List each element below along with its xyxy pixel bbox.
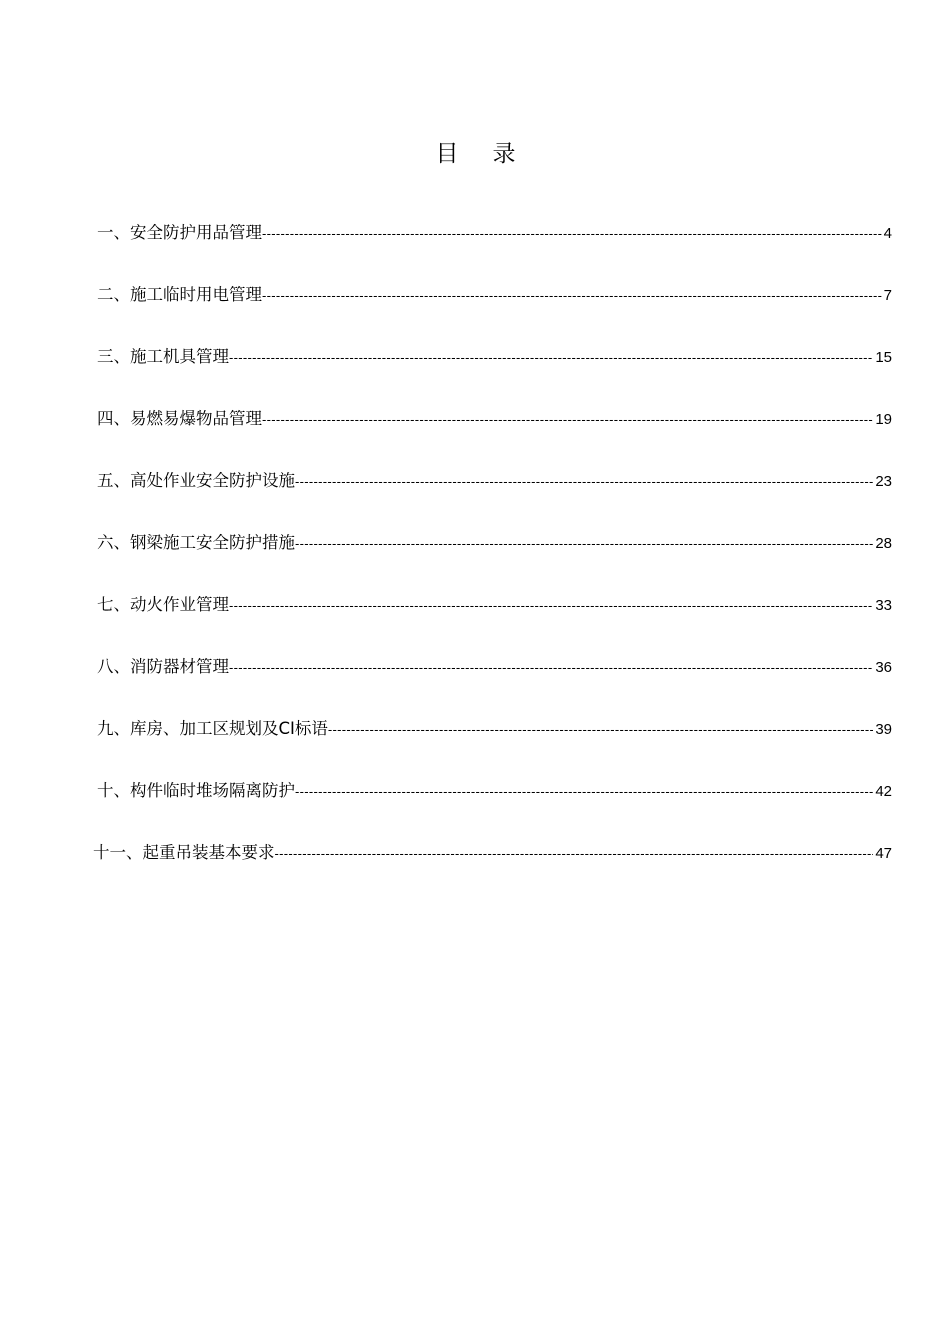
toc-dot-leader <box>275 839 874 869</box>
toc-entry-page: 4 <box>883 225 892 242</box>
toc-entry-label: 二、施工临时用电管理 <box>97 285 262 304</box>
toc-entry-page: 36 <box>875 659 892 676</box>
toc-entry-page: 47 <box>875 845 892 862</box>
toc-entry[interactable] <box>93 342 892 404</box>
toc-entry[interactable] <box>93 776 892 838</box>
toc-entry-page: 19 <box>875 411 892 428</box>
toc-entry[interactable] <box>93 652 892 714</box>
toc-list <box>93 218 892 900</box>
toc-entry-page: 33 <box>875 597 892 614</box>
toc-dot-leader <box>229 653 873 683</box>
toc-entry-page: 15 <box>875 349 892 366</box>
toc-entry-page: 7 <box>883 287 892 304</box>
toc-entry[interactable] <box>93 528 892 590</box>
toc-entry-page: 42 <box>875 783 892 800</box>
toc-entry-label: 六、钢梁施工安全防护措施 <box>97 533 295 552</box>
toc-entry-page: 39 <box>875 721 892 738</box>
toc-entry-label: 四、易燃易爆物品管理 <box>97 409 262 428</box>
toc-dot-leader <box>295 467 873 497</box>
toc-dot-leader <box>229 591 873 621</box>
toc-entry[interactable] <box>93 466 892 528</box>
toc-entry-label: 九、库房、加工区规划及CI标语 <box>97 719 328 738</box>
toc-entry[interactable] <box>93 218 892 280</box>
toc-entry-label: 十一、起重吊装基本要求 <box>93 843 275 862</box>
toc-title: 目录 <box>435 141 550 167</box>
toc-dot-leader <box>262 281 882 311</box>
toc-entry-label: 十、构件临时堆场隔离防护 <box>97 781 295 800</box>
toc-entry-label: 八、消防器材管理 <box>97 657 229 676</box>
toc-dot-leader <box>328 715 873 745</box>
toc-entry-page: 28 <box>875 535 892 552</box>
toc-dot-leader <box>262 219 882 249</box>
toc-entry-label: 一、安全防护用品管理 <box>97 223 262 242</box>
toc-dot-leader <box>295 529 873 559</box>
toc-dot-leader <box>295 777 873 807</box>
toc-entry-label: 三、施工机具管理 <box>97 347 229 366</box>
toc-dot-leader <box>262 405 873 435</box>
toc-entry-page: 23 <box>875 473 892 490</box>
toc-entry[interactable] <box>93 714 892 776</box>
toc-entry[interactable] <box>93 280 892 342</box>
toc-dot-leader <box>229 343 873 373</box>
toc-entry[interactable] <box>93 838 892 900</box>
toc-entry[interactable] <box>93 590 892 652</box>
toc-entry-label: 七、动火作业管理 <box>97 595 229 614</box>
toc-entry-label: 五、高处作业安全防护设施 <box>97 471 295 490</box>
toc-entry[interactable] <box>93 404 892 466</box>
